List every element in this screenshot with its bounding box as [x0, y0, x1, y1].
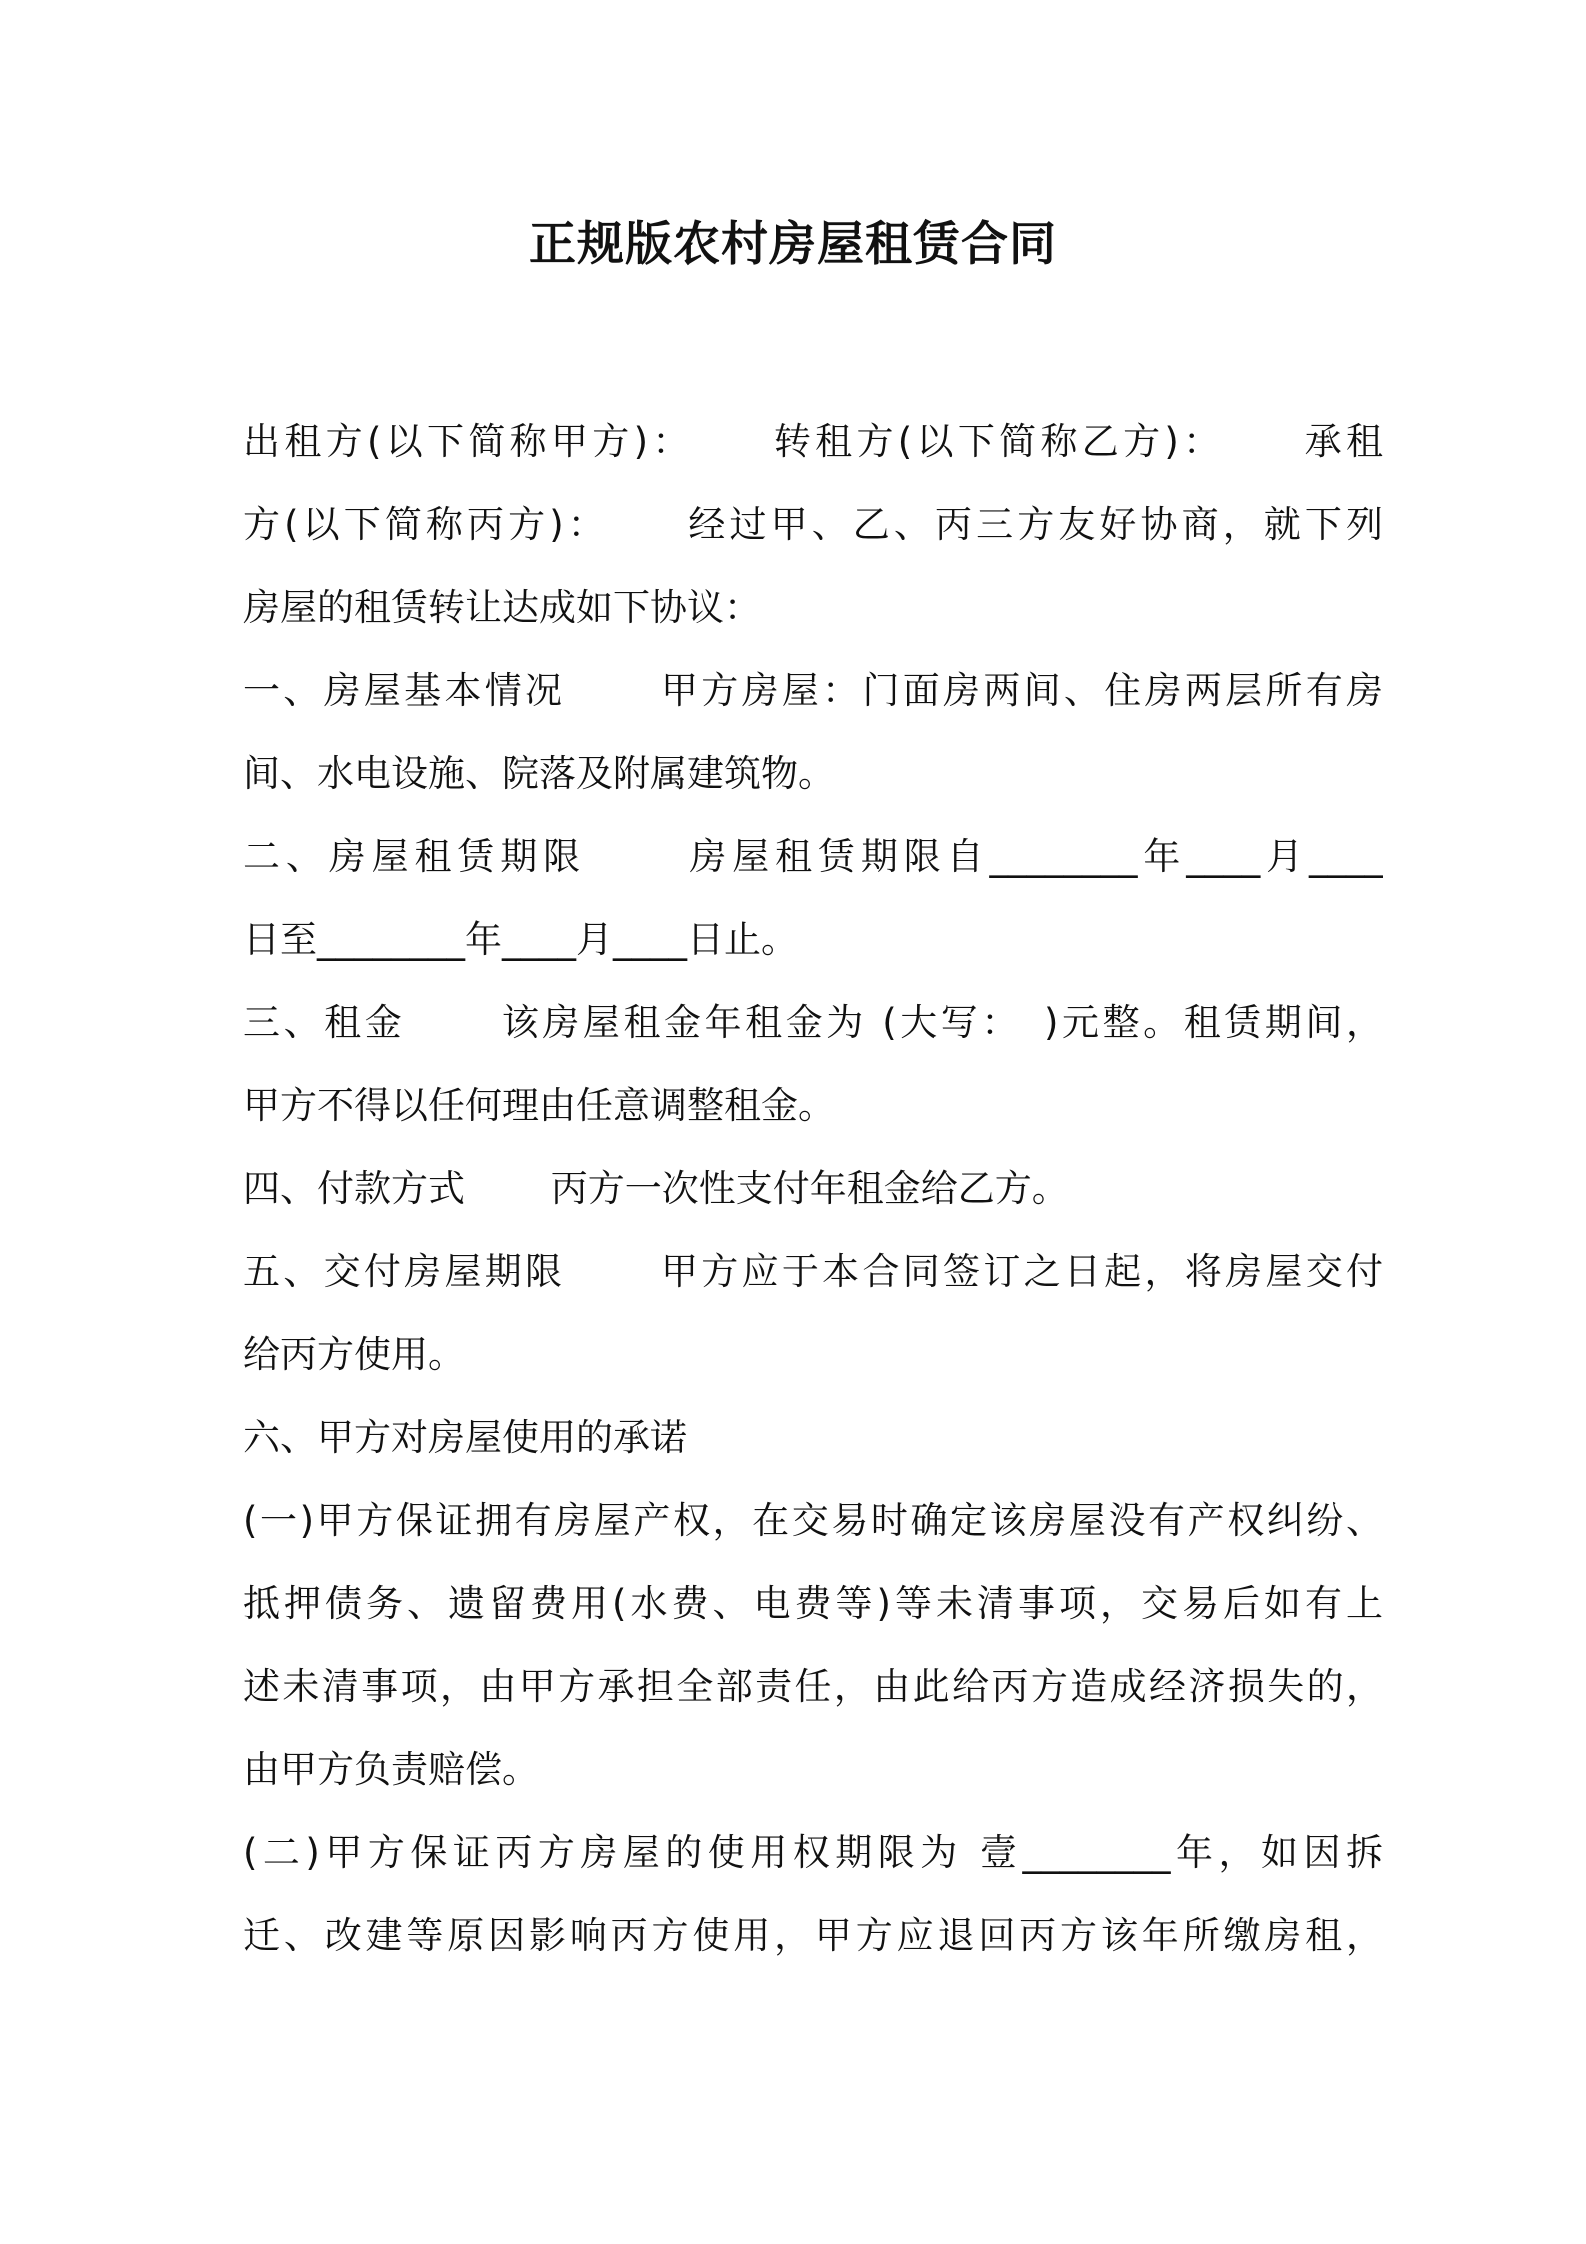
section-heading: 六、甲方对房屋使用的承诺: [243, 1416, 687, 1459]
paragraph-line: 由甲方负责赔偿。: [243, 1748, 539, 1791]
paragraph-line: 抵押债务、遗留费用(水费、电费等)等未清事项，交易后如有上: [243, 1582, 1383, 1625]
document-body: [243, 400, 1383, 1977]
paragraph-line: 迁、改建等原因影响丙方使用，甲方应退回丙方该年所缴房租，: [243, 1914, 1383, 1957]
paragraph-line: 五、交付房屋期限 甲方应于本合同签订之日起，将房屋交付: [243, 1250, 1383, 1293]
paragraph-line: 四、付款方式 丙方一次性支付年租金给乙方。: [243, 1167, 1069, 1210]
paragraph-line: 日至________年____月____日止。: [243, 918, 798, 961]
paragraph-line: 出租方(以下简称甲方)： 转租方(以下简称乙方)： 承租: [243, 420, 1383, 463]
paragraph-line: 述未清事项，由甲方承担全部责任，由此给丙方造成经济损失的，: [243, 1665, 1383, 1708]
paragraph-line: 间、水电设施、院落及附属建筑物。: [243, 752, 835, 795]
paragraph-line: 三、租金 该房屋租金年租金为 (大写： )元整。租赁期间，: [243, 1001, 1383, 1044]
paragraph-line: 给丙方使用。: [243, 1333, 465, 1376]
paragraph-line: (一)甲方保证拥有房屋产权，在交易时确定该房屋没有产权纠纷、: [243, 1499, 1383, 1542]
document-title: 正规版农村房屋租赁合同: [529, 217, 1057, 272]
paragraph-line: 二、房屋租赁期限 房屋租赁期限自________年____月____: [243, 835, 1383, 878]
paragraph-line: (二)甲方保证丙方房屋的使用权期限为 壹________年，如因拆: [243, 1831, 1383, 1874]
paragraph-line: 一、房屋基本情况 甲方房屋：门面房两间、住房两层所有房: [243, 669, 1383, 712]
paragraph-line: 房屋的租赁转让达成如下协议：: [243, 586, 761, 629]
paragraph-line: 甲方不得以任何理由任意调整租金。: [243, 1084, 835, 1127]
paragraph-line: 方(以下简称丙方)： 经过甲、乙、丙三方友好协商，就下列: [243, 503, 1383, 546]
